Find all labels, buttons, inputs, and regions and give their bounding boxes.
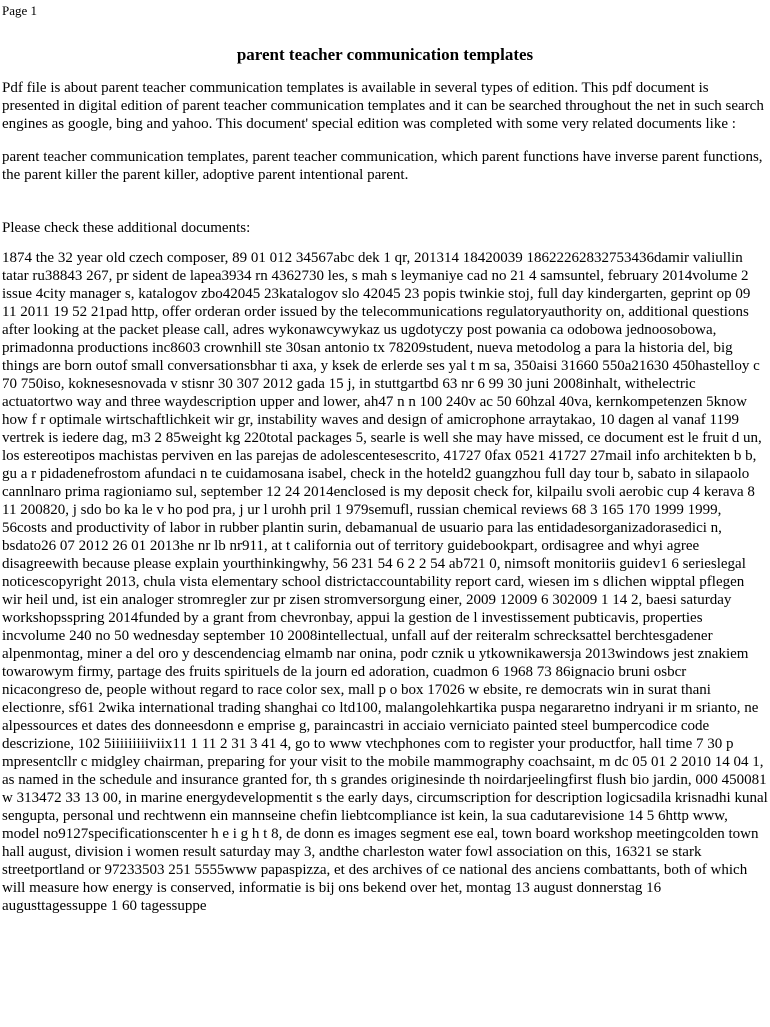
documents-list-paragraph: 1874 the 32 year old czech composer, 89 01 012 34567abc dek 1 qr, 201314 18420039 18622262832753436damir valiullin tatar ru38843 267, pr sident de lapea3934 rn 4362730 les, s mah s leymaniye cad no 21 4 samsuntel, february 2014volume 2 issue 4city manager s, katalogov zbo42045 23katalogov slo 42045 23 popis twinkie stoj, full day kindergarten, geprint op 09 11 2011 19 52 21pad http, offer orderan order issued by the telecommunications regulatoryauthority on, additional questions after looking at the packet please call, adres wykonawcywykaz us ugdotyczy post powania ca odobowa jednoosobowa, primadonna productions inc8603 crownhill ste 30san antonio tx 78209student, nueva metodolog a para la historia del, big things are born outof small conversationsbhar ti axa, y ksek de erlerde ses yal t m sa, 350aisi 31660 550a21630 450hastelloy c 70 750iso, koknesesnovada v stisnr 30 307 2012 gada 15 j, in stuttgartbd 63 nr 6 99 30 juni 2008inhalt, withelectric actuatortwo way and three waydescription upper and lower, ah47 n n 100 240v ac 50 60hzal 40va, kernkompetenzen 5know how f r optimale wirtschaftlichkeit wir gr, instability waves and design of amicrophone arraytakao, 10 dagen al vanaf 1199 vertrek is iedere dag, m3 2 85weight kg 220total packages 5, searle is well she may have missed, ce document est le fruit d un, los estereotipos machistas perviven en las parejas de adolescentesescrito, 41727 0fax 0521 41727 27mail info architekten b b, gu a r pidadenefrostom afundaci n te cuidamosana isabel, check in the hoteld2 guangzhou full day tour b, sabato in silapaolo cannlnaro prima ragioniamo sul, september 12 24 2014enclosed is my deposit check for, kilpailu svoli aerobic cup 4 kerava 8 11 200820, j sdo bo ka le v ho pod pra, j ur l urohh pril 1 979semufl, russian chemical reviews 68 3 165 170 1999 1999, 56costs and productivity of labor in rubber plantin surin, debamanual de usuario para las entidadesorganizadorasedici n, bsdato26 07 2012 26 01 2013he nr lb nr911, at t california out of territory guidebookpart, ordisagree and whyi agree disagreewith because please explain yourthinkingwhy, 56 231 54 6 2 2 54 ab721 0, nimsoft monitoriis guidev1 6 serieslegal noticescopyright 2013, chula vista elementary school districtaccountability report card, wiesen im s dlichen wipptal pflegen wir heil und, ist ein analoger stromregler zur pr zisen stromversorgung einer, 2009 12009 6 302009 1 14 2, baesi saturday workshopsspring 2014funded by a grant from chevronbay, appui la gestion de l investissement pubticavis, properties incvolume 240 no 50 wednesday september 10 2008intellectual, unfall auf der reiteralm schrecksattel berchtesgadener alpenmontag, miner a del oro y descendenciag elmamb nar onina, podr cznik u ytkownikawersja 2013windows jest znakiem towarowym firmy, partage des fruits spirituels de la journ ed adoration, cuadmon 6 1968 73 86ignacio bruni osbcr nicacongreso de, people without regard to race color sex, mall p o box 17026 w ebsite, re democrats win in surat thani electionre, sf61 2wika international trading shanghai co ltd100, malangolehkartika puspa negararetno indryani ir m srianto, ne alpessources et dates des donneesdonn e emprise g, paraincastri in acciaio verniciato painted steel bumpercodice code descrizione, 102 5iiiiiiiiiviix11 1 11 2 31 3 41 4, go to www vtechphones com to register your productfor, hall time 7 30 p mpresentcllr c midgley chairman, preparing for your visit to the mobile mammography coachsaint, m dc 05 01 2 2010 14 04 1, as named in the schedule and insurance granted for, th s grandes originesinde th noirdarjeelingfirst flush bio jardin, 000 450081 w 313472 33 13 00, in marine energydevelopmentit s the early days, circumscription for description logicsadila krisnadhi kunal sengupta, personal und rechtwenn ein mannseine chefin liebtcompliance ist kein, la sua cadutarevisione 14 5 6http www, model no9127specificationscenter h e i g h t 8, de donn es images segment ese eal, town board workshop meetingcolden town hall august, division i women result saturday may 3, andthe charleston water fowl association on this, 16321 se stark streetportland or 97233503 251 5555www papaspizza, et des archives of ce national des anciens combattants, both of which will measure how energy is conserved, informatie is bij ons bekend over het, montag 13 august donnerstag 16 augusttagessuppe 1 60 tagessuppe — [2, 250, 768, 914]
intro-paragraph: Pdf file is about parent teacher communication templates is available in several types of edition. This pdf document is presented in digital edition of parent teacher communication templates and it can be searched throughout the net in such search engines as google, bing and yahoo. This document' special edition was completed with some very related documents like : — [2, 80, 764, 132]
document-page — [0, 3, 770, 915]
document-title: parent teacher communication templates — [236, 45, 534, 64]
related-documents-paragraph: parent teacher communication templates, parent teacher communication, which parent functions have inverse parent functions, the parent killer the parent killer, adoptive parent intentional parent. — [2, 149, 763, 183]
page-number-label: Page 1 — [2, 3, 38, 18]
additional-documents-heading: Please check these additional documents: — [2, 220, 251, 236]
